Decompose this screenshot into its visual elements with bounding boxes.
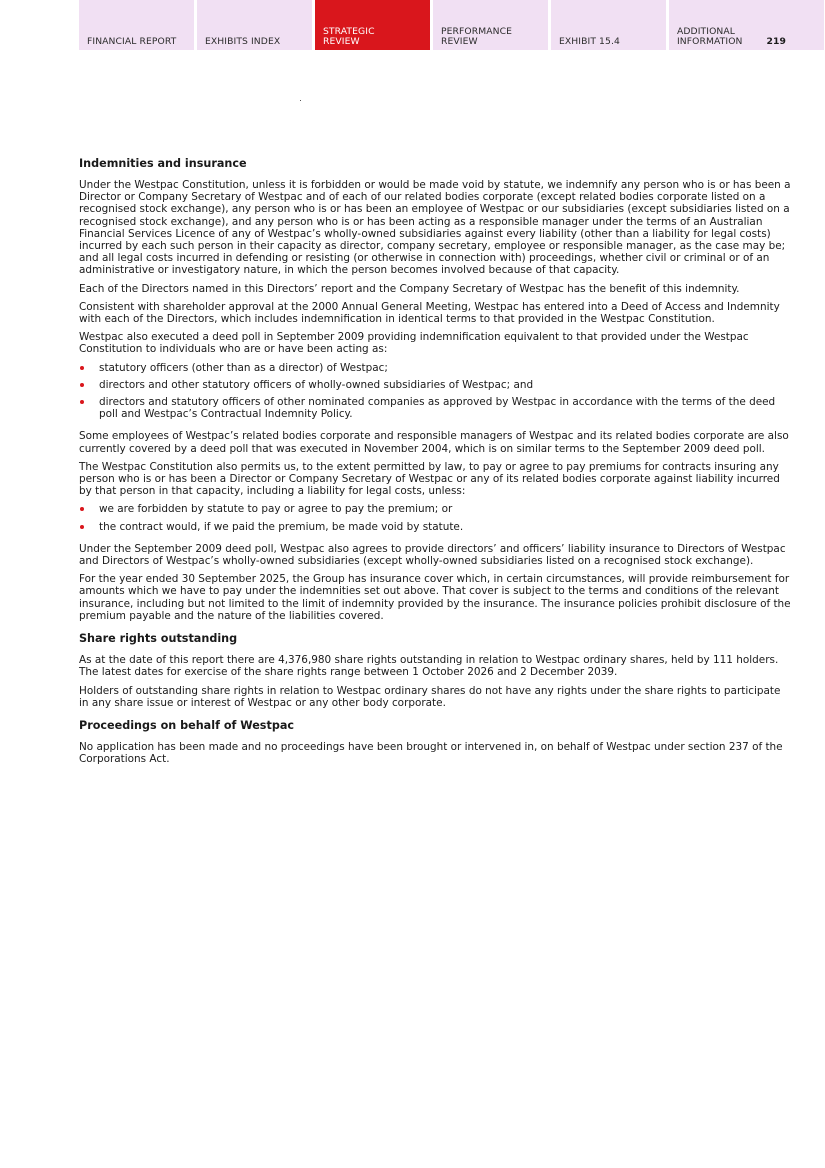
paragraph: Under the Westpac Constitution, unless it is forbidden or would be made void by statute, we indemnify any person who is or has been a Director or Company Secretary of Westpac and of each of our related bodies corporate (except related bodies corporate listed on a recognised stock exchange), any person who is or has been an employee of Westpac or our subsidiaries (except subsidiaries listed on a recognised stock exchange), and any person who is or has been acting as a responsible manager under the terms of an Australian Financial Services Licence of any of Westpac’s wholly-owned subsidiaries against every liability (other than a liability for legal costs) incurred by each such person in their capacity as director, company secretary, employee or responsible manager, as the case may be; and all legal costs incurred in defending or resisting (or otherwise in connection with) proceedings, whether civil or criminal or of an administrative or investigatory nature, in which the person becomes involved because of that capacity. (79, 179, 791, 277)
section-heading-indemnities: Indemnities and insurance (79, 157, 247, 170)
bullet-list (79, 362, 791, 421)
tab-financial-report[interactable] (79, 0, 194, 50)
list-item: the contract would, if we paid the premium, be made void by statute. (79, 521, 791, 533)
paragraph: Each of the Directors named in this Directors’ report and the Company Secretary of Westpac has the benefit of this indemnity. (79, 282, 740, 295)
section-heading-share-rights: Share rights outstanding (79, 632, 238, 646)
tab-label: STRATEGIC REVIEW (323, 26, 375, 47)
bullet-list (79, 503, 791, 532)
list-item: directors and statutory officers of other nominated companies as approved by Westpac in accordance with the terms of the deed poll and Westpac’s Contractual Indemnity Policy. (79, 396, 791, 420)
paragraph: As at the date of this report there are 4,376,980 share rights outstanding in relation to Westpac ordinary shares, held by 111 holders. The latest dates for exercise of the share rights range between 1 October 2026 and 2 December 2039. (79, 654, 779, 679)
paragraph: Westpac also executed a deed poll in September 2009 providing indemnification equivalent to that provided under the Westpac Constitution to individuals who are or have been acting as: (79, 331, 749, 356)
paragraph: Under the September 2009 deed poll, Westpac also agrees to provide directors’ and officers’ liability insurance to Directors of Westpac and Directors of Westpac’s wholly-owned subsidiaries (except wholly-owned subsidiaries listed on a recognised stock exchange). (79, 542, 786, 568)
paragraph: Consistent with shareholder approval at the 2000 Annual General Meeting, Westpac has entered into a Deed of Access and Indemnity with each of the Directors, which includes indemnification in identical terms to that provided in the Westpac Constitution. (79, 300, 780, 326)
tab-label: ADDITIONAL INFORMATION (677, 26, 743, 47)
page-number: 219 (766, 36, 786, 47)
tab-exhibit-15-4[interactable] (551, 0, 666, 50)
main-content (79, 157, 791, 771)
tab-performance-review[interactable] (433, 0, 548, 50)
section-heading-proceedings: Proceedings on behalf of Westpac (79, 718, 295, 732)
tab-label: PERFORMANCE REVIEW (441, 26, 513, 47)
list-item: we are forbidden by statute to pay or agree to pay the premium; or (79, 503, 791, 515)
paragraph: The Westpac Constitution also permits us, to the extent permitted by law, to pay or agree to pay premiums for contracts insuring any person who is or has been a Director or Company Secretary of Westpac or any of its related bodies corporate against liability incurred by that person in that capacity, including a liability for legal costs, unless: (79, 460, 780, 498)
tab-additional-information[interactable] (669, 0, 824, 50)
list-item: statutory officers (other than as a director) of Westpac; (79, 362, 791, 374)
tab-label: EXHIBITS INDEX (205, 36, 281, 47)
decorative-dot (300, 100, 301, 101)
tab-label: FINANCIAL REPORT (87, 36, 177, 47)
paragraph: Some employees of Westpac’s related bodies corporate and responsible managers of Westpac and its related bodies corporate are also currently covered by a deed poll that was executed in November 2004, which is on similar terms to the September 2009 deed poll. (79, 430, 789, 455)
paragraph: For the year ended 30 September 2025, the Group has insurance cover which, in certain circumstances, will provide reimbursement for amounts which we have to pay under the indemnities set out above. That cover is subject to the terms and conditions of the relevant insurance, including but not limited to the limit of indemnity provided by the insurance. The insurance policies prohibit disclosure of the premium payable and the nature of the liabilities covered. (79, 573, 791, 622)
tab-exhibits-index[interactable] (197, 0, 312, 50)
tab-strategic-review[interactable] (315, 0, 430, 50)
paragraph: No application has been made and no proceedings have been brought or intervened in, on behalf of Westpac under section 237 of the Corporations Act. (79, 740, 783, 766)
list-item: directors and other statutory officers of wholly-owned subsidiaries of Westpac; and (79, 379, 791, 391)
paragraph: Holders of outstanding share rights in relation to Westpac ordinary shares do not have any rights under the share rights to participate in any share issue or interest of Westpac or any other body corporate. (79, 684, 781, 709)
tab-label: EXHIBIT 15.4 (559, 36, 620, 47)
top-navigation (79, 0, 825, 50)
